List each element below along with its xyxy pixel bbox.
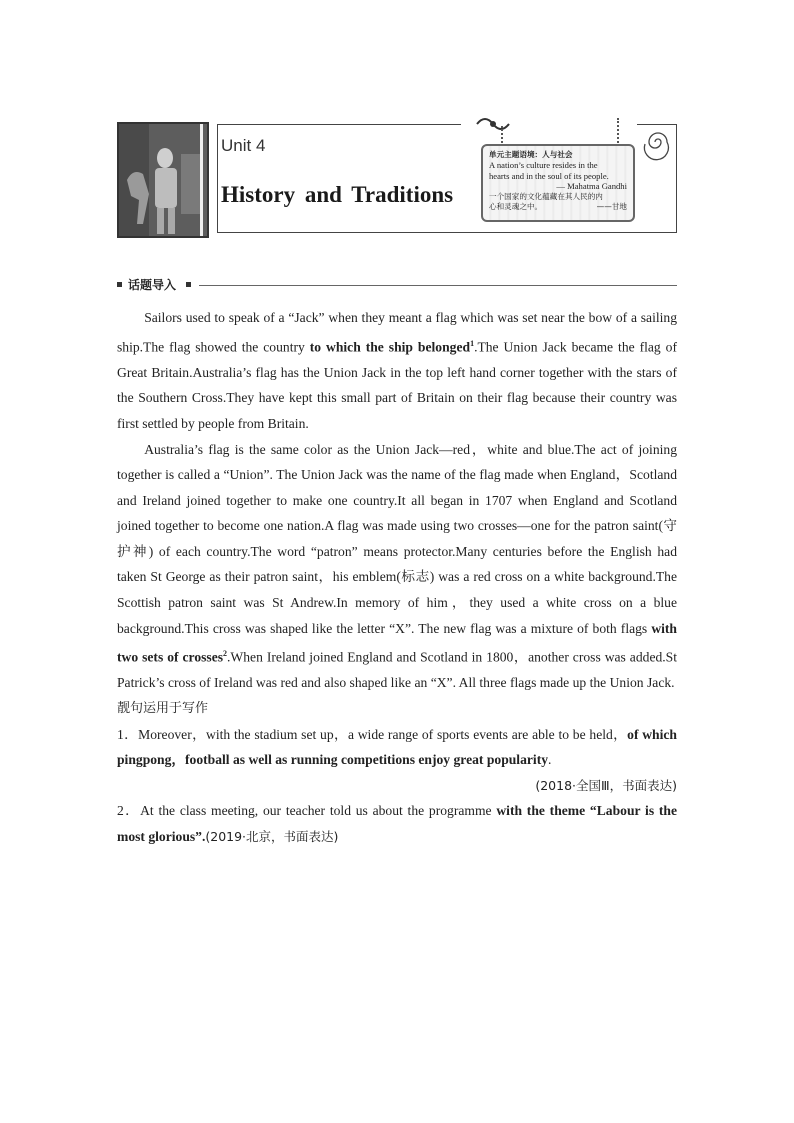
unit-header <box>117 116 677 238</box>
p1-text-a: Sailors used to speak of a “Jack” when they meant a flag which was set near the bow of a sailing ship.The flag showed the country <box>117 310 677 355</box>
item2-highlight: with the theme “Labour is the most glorious”. <box>117 803 677 844</box>
quote-author: — Mahatma Gandhi <box>556 181 627 192</box>
quote-cn-line-2-row <box>489 202 627 212</box>
square-bullet-icon <box>117 282 122 287</box>
passage-body <box>117 305 677 850</box>
unit-title: History and Traditions <box>221 182 454 207</box>
quote-cn-author: ——甘地 <box>596 202 627 212</box>
warrior-silhouette-icon <box>119 124 207 236</box>
item1-highlight: of which pingpong，football as well as running competitions enjoy great popularity <box>117 726 677 768</box>
p2-text-a: Australia’s flag is the same color as the Union Jack—red，white and blue.The act of joining together is called a “Union”. The Union Jack was the name of the flag made when England，Scotland and Ireland joined together to make one country.It all began in 1707 when England and Scotland joined together to become one nation.A flag was made using two crosses—one for the patron saint(守护神) of each country.The word “patron” means protector.Many centuries before the English had taken St George as their patron saint，his emblem(标志) was a red cross on a white background.The Scottish patron saint was St Andrew.In memory of him，they used a white cross on a blue background.This cross was shaped like the letter “X”. The new flag was a mixture of both flags <box>117 441 677 636</box>
theme-signboard <box>481 144 635 222</box>
quote-cn-line-2: 心和灵魂之中。 <box>489 202 543 212</box>
theme-label: 单元主题语境：人与社会 <box>489 150 573 159</box>
section-heading <box>117 276 677 296</box>
writing-item-2 <box>117 798 677 849</box>
item2-source: (2019·北京，书面表达) <box>205 828 339 844</box>
item1-text-a: 1．Moreover，with the stadium set up，a wide range of sports events are able to be held， <box>117 726 628 742</box>
p1-text-c: .The Union Jack became the flag of Great Britain.Australia’s flag has the Union Jack in the top left hand corner together with the stars of the Southern Cross.They have kept this small part of Britain on their flag because their country was first settled by people from Britain. <box>117 339 678 431</box>
spiral-ornament-icon <box>641 118 675 166</box>
writing-heading: 靓句运用于写作 <box>117 700 209 716</box>
section-title: 话题导入 <box>128 278 177 292</box>
quote-cn-line-1: 一个国家的文化蕴藏在其人民的内 <box>489 191 603 201</box>
p2-text-c: .When Ireland joined England and Scotland in 1800，another cross was added.St Patrick’s cross of Ireland was red and also shaped like an “X”. All three flags made up the Union Jack. <box>117 649 678 691</box>
p1-highlight: to which the ship belonged <box>309 339 471 355</box>
item1-text-c: . <box>548 752 552 768</box>
writing-item-1-source: (2018·全国Ⅲ，书面表达) <box>535 777 677 793</box>
p2-note-number: 2 <box>223 649 228 659</box>
unit-number: Unit 4 <box>221 136 266 155</box>
writing-item-1 <box>117 722 677 773</box>
terracotta-warrior-photo <box>117 122 209 238</box>
p1-note-number: 1 <box>470 338 475 348</box>
p2-highlight: with two sets of crosses <box>117 620 677 665</box>
square-bullet-icon <box>186 282 191 287</box>
item2-text-a: 2．At the class meeting, our teacher told us about the programme <box>117 803 497 819</box>
quote-line-1: A nation’s culture resides in the <box>489 160 598 171</box>
ornament-icon <box>473 112 513 136</box>
passage-paragraph-1 <box>117 305 677 437</box>
quote-line-2: hearts and in the soul of its people. <box>489 170 609 181</box>
section-divider <box>199 285 677 286</box>
passage-paragraph-2 <box>117 437 677 696</box>
